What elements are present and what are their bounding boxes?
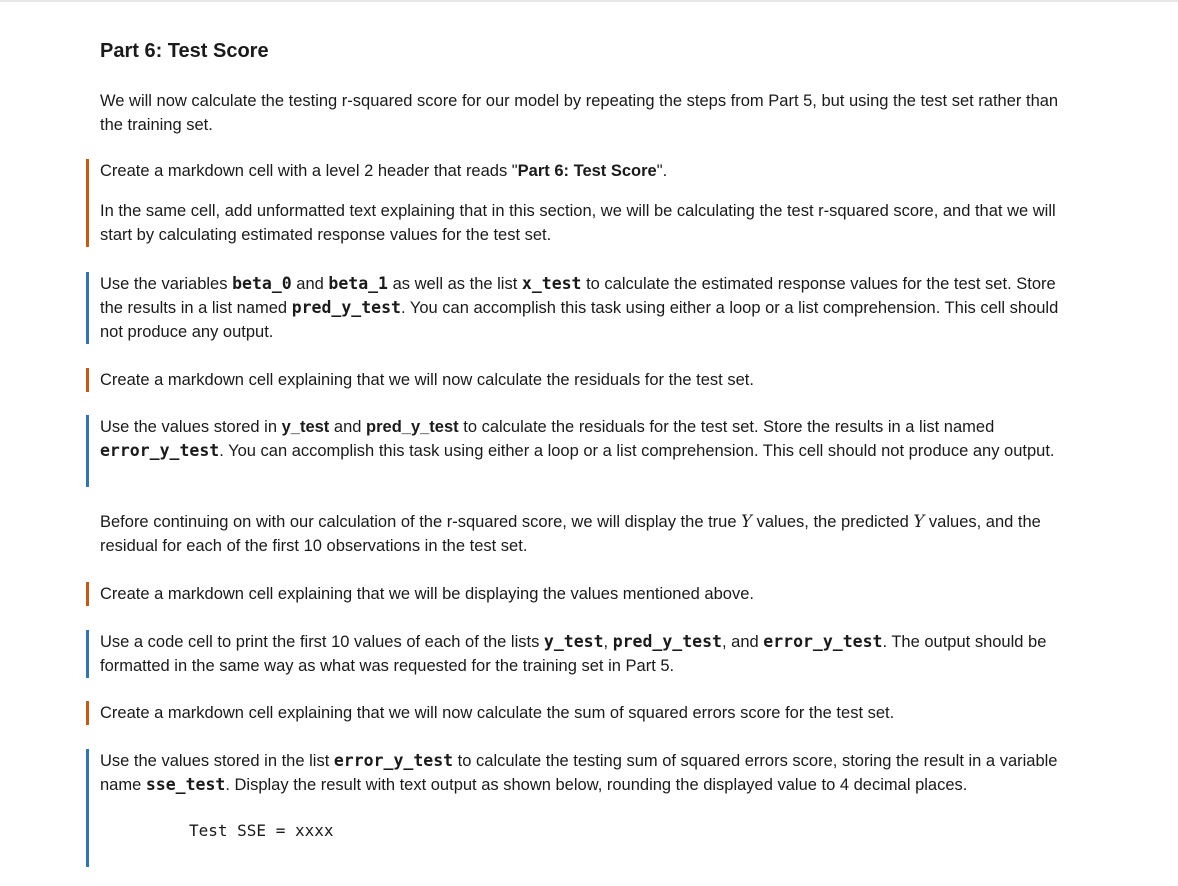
- code-bar: [86, 630, 89, 678]
- markdown-step-header: [86, 159, 1071, 247]
- display-code-instruction: Use a code cell to print the first 10 values of each of the lists y_test, pred_y_test, and error_y_test. The output should be formatted in the same way as what was requested for the training set in Part 5.: [100, 632, 1047, 675]
- markdown-bar: [86, 582, 89, 606]
- sample-output: Test SSE = xxxx: [189, 821, 334, 840]
- markdown-bar: [86, 701, 89, 725]
- note-text: Before continuing on with our calculation of the r-squared score, we will display the true Y values, the predicted Y values, and the residual for each of the first 10 observations in the test set.: [100, 512, 1041, 555]
- code-step-predictions: [86, 272, 1071, 344]
- sse-markdown-instruction: Create a markdown cell explaining that we will now calculate the sum of squared errors score for the test set.: [100, 704, 895, 722]
- markdown-step-residuals: [86, 368, 1071, 392]
- code-step-residuals: [86, 415, 1071, 487]
- code-bar: [86, 415, 89, 487]
- section-explanation-instruction: In the same cell, add unformatted text explaining that in this section, we will be calculating the test r-squared score, and that we will start by calculating estimated response values for the test set.: [100, 202, 1056, 244]
- code-bar: [86, 749, 89, 867]
- residuals-code-instruction: Use the values stored in y_test and pred_y_test to calculate the residuals for the test set. Store the results in a list named error_y_test. You can accomplish this task using either a loop or a list comprehension. This cell should not produce any output.: [100, 418, 1055, 460]
- residuals-markdown-instruction: Create a markdown cell explaining that we will now calculate the residuals for the test set.: [100, 371, 754, 389]
- top-rule: [0, 0, 1178, 2]
- code-step-display: [86, 630, 1071, 678]
- markdown-step-sse: [86, 701, 1071, 725]
- header-instruction: Create a markdown cell with a level 2 header that reads "Part 6: Test Score".: [100, 162, 668, 180]
- note-paragraph: [86, 510, 1071, 558]
- markdown-step-display: [86, 582, 1071, 606]
- intro-text: We will now calculate the testing r-squared score for our model by repeating the steps from Part 5, but using the test set rather than the training set.: [100, 92, 1059, 134]
- sse-code-instruction: Use the values stored in the list error_y_test to calculate the testing sum of squared errors score, storing the result in a variable name sse_test. Display the result with text output as shown below, rounding the displayed value to 4 decimal places.: [100, 751, 1058, 794]
- predictions-instruction: Use the variables beta_0 and beta_1 as well as the list x_test to calculate the estimated response values for the test set. Store the results in a list named pred_y_test. You can accomplish this task using either a loop or a list comprehension. This cell should not produce any output.: [100, 274, 1059, 341]
- markdown-bar: [86, 368, 89, 392]
- display-markdown-instruction: Create a markdown cell explaining that we will be displaying the values mentioned above.: [100, 585, 754, 603]
- intro-paragraph: [86, 89, 1071, 137]
- page-title: Part 6: Test Score: [100, 40, 269, 62]
- markdown-bar: [86, 159, 89, 247]
- code-step-sse: [86, 749, 1071, 867]
- code-bar: [86, 272, 89, 344]
